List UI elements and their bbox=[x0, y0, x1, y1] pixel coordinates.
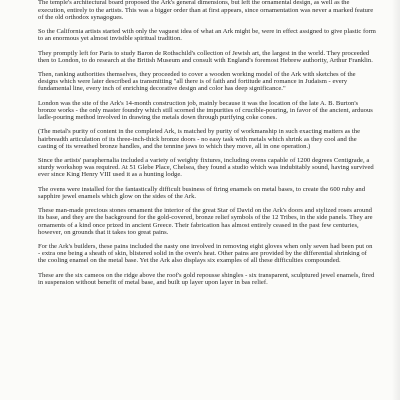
scan-edge-shadow bbox=[392, 0, 400, 400]
paragraph-10: For the Ark's builders, these pains included the nasty one involved in removing eight gloves when only seven had been put on - extra one being a sheath of skin, blistered solid in the oven's heat. Other pains are provided by the differential shrinking of the cooling enamel on the metal base. Yet the Ark also displays six examples of all these difficulties compounded. bbox=[38, 243, 373, 265]
paragraph-8: The ovens were installed for the fantastically difficult business of firing enamels on metal bases, to create the 600 ruby and sapphire jewel enamels which glow on the sides of the Ark. bbox=[38, 185, 366, 200]
paragraph-3: They promptly left for Paris to study Baron de Rothschild's collection of Jewish art, the largest in the world. They proceeded then to London, to do research at the British Museum and consult with England's foremost Hebrew authority, Arthur Franklin. bbox=[38, 49, 373, 64]
paragraph-9: These man-made precious stones ornament the interior of the great Star of David on the Ark's doors and stylized roses around its base, and they are the background for the gold-covered, bronze relief symbols of the 12 Tribes, in the side panels. They are ornaments of a kind once prized in ancient Greece. Their fabrication has almost entirely ceased in the past few centuries, however, on grounds that it takes too great pains. bbox=[38, 207, 373, 236]
text-column bbox=[38, 0, 376, 293]
paragraph-7: Since the artists' paraphernalia included a variety of weighty fixtures, including ovens capable of 1200 degrees Centigrade, a sturdy workshop was required. At 51 Glebe Place, Chelsea, they found a studio which was indubitably sound, having survived ever since King Henry VIII used it as a hunting lodge. bbox=[38, 157, 374, 179]
paragraph-5: London was the site of the Ark's 14-month construction job, mainly because it was the location of the late A. B. Burton's bronze works - the only master foundry which still scorned the impurities of crucible-pouring, in favor of the ancient, arduous ladle-pouring method involved in drawing the metals down through purifying coke cones. bbox=[38, 99, 373, 122]
paragraph-1: The temple's architectural board proposed the Ark's general dimensions, but left the ornamental design, as well as the execution, entirely to the artists. This was a bigger order than at first appears, since ornamentation was never a marked feature of the old orthodox synagogues. bbox=[38, 0, 374, 21]
paragraph-2: So the California artists started with only the vaguest idea of what an Ark might be, were in effect assigned to give plastic form to an enormous yet almost invisible spiritual tradition. bbox=[38, 28, 376, 43]
paragraph-4: Then, ranking authorities themselves, they proceeded to cover a wooden working model of the Ark with sketches of the designs which were later described as transmitting "all there is of faith and fortitude and romance in Judaism - every fundamental line, every inch of enriching decorative design and color has deep significance." bbox=[38, 71, 356, 93]
paragraph-11: These are the six cameos on the ridge above the roof's gold repousse shingles - six transparent, sculptured jewel enamels, fired in suspension without benefit of metal base, and built up layer upon layer in bas relief. bbox=[38, 271, 375, 286]
paragraph-6: (The metal's purity of content in the completed Ark, is matched by purity of workmanship in such exacting matters as the hairbreadth articulation of its three-inch-thick bronze doors - no easy task with metals which shrink as they cool and the casting of its wreathed bronze handles, and the tennine jaws to which they move, all in one operation.) bbox=[38, 128, 361, 150]
